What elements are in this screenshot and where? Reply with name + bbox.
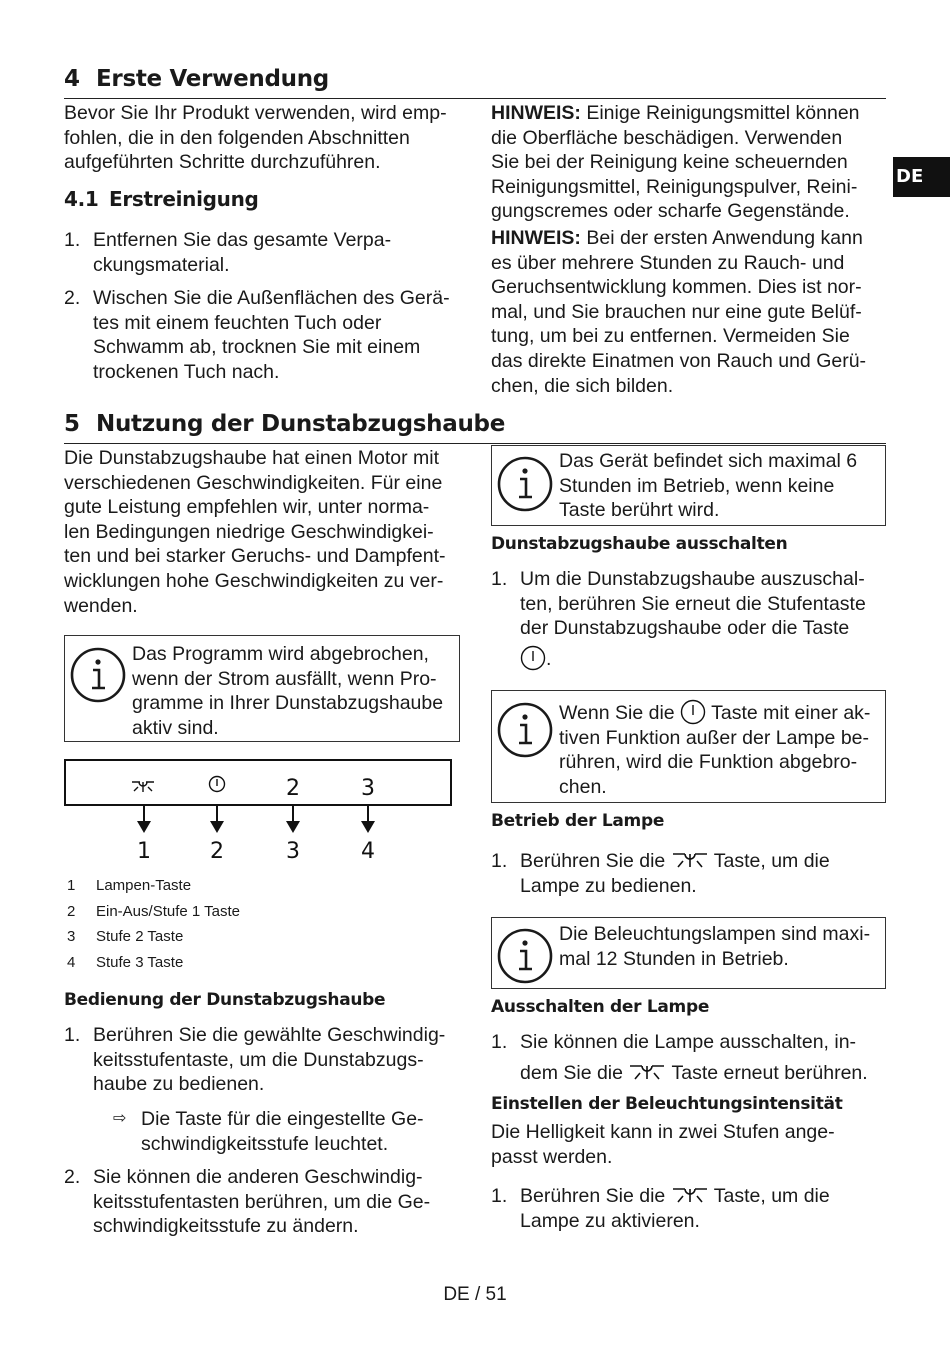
text-line: passt werden.: [491, 1145, 613, 1168]
text-line: fohlen, die in den folgenden Abschnitten: [64, 126, 410, 149]
text-line: tiven Funktion außer der Lampe be-: [559, 726, 870, 749]
text-line: Stunden im Betrieb, wenn keine: [559, 474, 835, 497]
power-icon: [680, 699, 706, 725]
text-line: mal, und Sie brauchen nur eine gute Belüf-: [491, 300, 862, 323]
legend-number: 4: [67, 953, 76, 971]
section-title: Erste Verwendung: [96, 66, 329, 92]
lamp-heading: Betrieb der Lampe: [491, 811, 665, 831]
text-line: Taste, um die: [708, 1185, 830, 1207]
text-line: das direkte Einatmen von Rauch und Gerü-: [491, 349, 867, 372]
list-item: [491, 846, 886, 901]
intensity-heading: Einstellen der Beleuchtungsintensität: [491, 1094, 843, 1114]
text-line: Geruchsentwicklung kommen. Dies ist nor-: [491, 276, 862, 299]
text-line: Entfernen Sie das gesamte Verpa-: [93, 229, 392, 251]
operation-heading: Bedienung der Dunstabzugshaube: [64, 990, 386, 1010]
callout-3: 3: [286, 839, 300, 864]
page-number: DE / 51: [443, 1284, 507, 1305]
arrow-heads: [137, 821, 375, 833]
text-line: tes mit einem feuchten Tuch oder: [93, 311, 382, 334]
list-item: [491, 1181, 886, 1236]
info-icon: [496, 701, 554, 759]
callout-arrows: [144, 805, 368, 825]
info-box-6h: [491, 445, 886, 526]
section-5-heading: [64, 411, 505, 437]
text-line: Die Beleuchtungslampen sind maxi-: [559, 923, 871, 945]
lamp-icon: [671, 849, 709, 873]
text-line: gute Leistung empfehlen wir, unter norma-: [64, 496, 430, 519]
info-box-power: [491, 690, 886, 803]
legend-text: Stufe 3 Taste: [96, 953, 184, 971]
legend-number: 3: [67, 928, 76, 945]
callout-4: 4: [361, 839, 375, 864]
lamp-icon: [132, 782, 154, 792]
text-line: Taste erneut berühren.: [666, 1061, 868, 1084]
text-line: ckungsmaterial.: [93, 253, 230, 276]
lamp-icon: [628, 1061, 666, 1085]
list-item: [64, 228, 464, 278]
text-line: Sie bei der Reinigung keine scheuernden: [491, 151, 848, 174]
diagram-legend: [67, 873, 367, 975]
subsection-number: 4.1: [64, 187, 99, 211]
text-line: schwindigkeitsstufe zu ändern.: [93, 1215, 359, 1238]
text-line: der Dunstabzugshaube oder die Taste: [520, 617, 850, 640]
section-title: Nutzung der Dunstabzugshaube: [96, 411, 505, 437]
text-line: mal 12 Stunden in Betrieb.: [559, 947, 789, 970]
text-line: Die Helligkeit kann in zwei Stufen ange-: [491, 1121, 835, 1143]
legend-number: 2: [67, 902, 76, 920]
list-item: [64, 286, 464, 386]
subsection-heading: [64, 187, 259, 211]
control-panel-diagram: [64, 759, 452, 871]
list-number: 1.: [491, 1185, 508, 1207]
text-line: aufgeführten Schritte durchzuführen.: [64, 151, 381, 174]
text-line: es über mehrere Stunden zu Rauch- und: [491, 251, 845, 274]
control-panel-outline: [65, 760, 451, 805]
list-item: [491, 567, 886, 672]
off-heading: Dunstabzugshaube ausschalten: [491, 534, 788, 554]
text-line: gramme in Ihrer Dunstabzugshaube: [132, 692, 444, 715]
lamp-icon: [671, 1184, 709, 1208]
power-icon: [210, 777, 225, 792]
note-first-use: [491, 226, 866, 398]
text-line: Die Dunstabzugshaube hat einen Motor mit: [64, 447, 440, 469]
sec5-intro: [64, 446, 446, 618]
text-line: Lampe zu aktivieren.: [520, 1209, 700, 1232]
text-line: len Bedingungen niedrige Geschwindigkei-: [64, 520, 434, 543]
text-line: gungscremes oder scharfe Gegenstände.: [491, 200, 850, 223]
info-icon: [496, 455, 554, 513]
text-line: aktiv sind.: [132, 716, 219, 739]
sec4-intro: [64, 101, 447, 175]
text-line: schwindigkeitsstufe leuchtet.: [141, 1132, 389, 1155]
text-line: Berühren Sie die: [520, 1185, 671, 1207]
text-line: Schwamm ab, trocknen Sie mit einem: [93, 336, 421, 359]
list-number: 1.: [64, 229, 81, 251]
section-4-heading: [64, 66, 329, 92]
legend-text: Stufe 2 Taste: [96, 928, 184, 945]
text-line: ten, berühren Sie erneut die Stufentaste: [520, 592, 866, 615]
text-line: ten und bei starker Geruchs- und Dampfent-: [64, 545, 446, 568]
text-line: chen.: [559, 775, 607, 798]
legend-text: Lampen-Taste: [96, 877, 192, 894]
result-item: [113, 1107, 453, 1157]
text-line: Das Gerät befindet sich maximal 6: [559, 450, 858, 472]
text-line: chen, die sich bilden.: [491, 374, 674, 397]
list-number: 1.: [491, 1031, 508, 1053]
text-line: verschiedenen Geschwindigkeiten. Für eine: [64, 471, 443, 494]
text-line: Sie können die anderen Geschwindig-: [93, 1166, 423, 1188]
text-line: Um die Dunstabzugshaube auszuschal-: [520, 568, 865, 590]
text-line: Taste mit einer ak-: [706, 702, 871, 724]
language-tab: DE: [893, 157, 950, 197]
panel-label-2: 2: [286, 776, 300, 801]
list-number: 1.: [491, 850, 508, 872]
text-line: Reinigungsmittel, Reinigungspulver, Reini-: [491, 175, 858, 198]
text-line: Wischen Sie die Außenflächen des Gerä-: [93, 287, 450, 309]
lamp-off-heading: Ausschalten der Lampe: [491, 997, 710, 1017]
text-line: dem Sie die: [520, 1061, 629, 1084]
text-line: keitsstufentaste, um die Dunstabzugs-: [93, 1048, 424, 1071]
note-label: HINWEIS:: [491, 227, 581, 249]
info-box-12h: [491, 917, 886, 989]
text-line: Einige Reinigungsmittel können: [580, 102, 860, 124]
text-line: die Oberfläche beschädigen. Verwenden: [491, 126, 843, 149]
text-line: wenden.: [64, 594, 138, 617]
callout-2: 2: [210, 839, 224, 864]
section-rule: [64, 98, 886, 99]
text-line: Berühren Sie die: [520, 850, 671, 872]
text-line: trockenen Tuch nach.: [93, 360, 280, 383]
list-number: 1.: [64, 1024, 81, 1046]
text-line: Wenn Sie die: [559, 702, 681, 724]
text-line: Taste, um die: [708, 850, 830, 872]
panel-label-3: 3: [361, 776, 375, 801]
legend-text: Ein-Aus/Stufe 1 Taste: [96, 902, 240, 920]
result-arrow-icon: ⇨: [113, 1110, 127, 1127]
section-rule: [64, 443, 886, 444]
list-item: [491, 1030, 886, 1090]
section-number: 4: [64, 66, 80, 92]
text-line: Das Programm wird abgebrochen,: [132, 643, 429, 665]
text-line: Berühren Sie die gewählte Geschwindig-: [93, 1024, 446, 1046]
info-icon: [496, 927, 554, 985]
text-line: wenn der Strom ausfällt, wenn Pro-: [132, 667, 437, 690]
subsection-title: Erstreinigung: [109, 187, 259, 211]
text-line: tung, um bei zu entfernen. Vermeiden Sie: [491, 325, 850, 348]
info-icon: [69, 646, 127, 704]
text-line: Bevor Sie Ihr Produkt verwenden, wird emp-: [64, 102, 447, 124]
intensity-intro: [491, 1120, 835, 1169]
legend-number: 1: [67, 877, 76, 894]
list-item: [64, 1165, 464, 1240]
text-line: Taste berührt wird.: [559, 499, 720, 522]
list-number: 2.: [64, 1166, 81, 1188]
text-line: .: [546, 647, 552, 670]
section-number: 5: [64, 411, 80, 437]
text-line: Lampe zu bedienen.: [520, 874, 697, 897]
text-line: rühren, wird die Funktion abgebro-: [559, 751, 858, 774]
text-line: keitsstufentasten berühren, um die Ge-: [93, 1190, 431, 1213]
info-box-program: [64, 635, 460, 742]
note-cleaning: [491, 101, 860, 224]
note-label: HINWEIS:: [491, 102, 581, 124]
text-line: Bei der ersten Anwendung kann: [580, 227, 863, 249]
text-line: wicklungen hohe Geschwindigkeiten zu ver-: [64, 569, 444, 592]
callout-1: 1: [137, 839, 151, 864]
text-line: haube zu bedienen.: [93, 1073, 265, 1096]
list-item: [64, 1023, 464, 1098]
text-line: Die Taste für die eingestellte Ge-: [141, 1108, 424, 1130]
text-line: Sie können die Lampe ausschalten, in-: [520, 1031, 857, 1053]
power-icon: [520, 645, 546, 671]
list-number: 1.: [491, 568, 508, 590]
list-number: 2.: [64, 287, 81, 309]
